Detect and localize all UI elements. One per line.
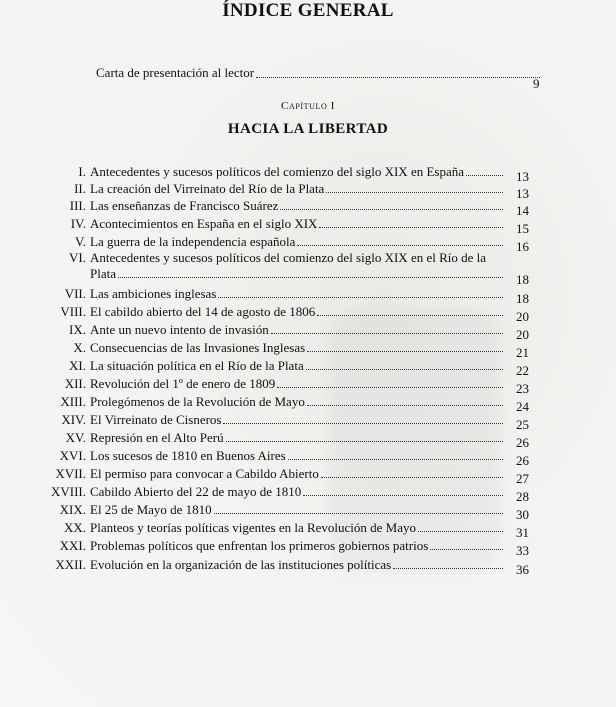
toc-entry-text	[90, 250, 505, 282]
dot-leader	[118, 277, 503, 278]
toc-entry-number: III.	[69, 198, 86, 213]
toc-entry-text: El cabildo abierto del 14 de agosto de 1806	[90, 304, 505, 320]
dot-leader	[226, 441, 503, 442]
toc-entry-number: XVI.	[59, 448, 86, 463]
toc-page-number: 13	[516, 169, 529, 184]
toc-entry-text-line: Antecedentes y sucesos políticos del comienzo del siglo XIX en el Río de la	[90, 250, 487, 265]
dot-leader	[223, 423, 503, 424]
toc-page-number: 18	[516, 272, 529, 287]
dot-leader	[256, 77, 540, 78]
toc-page-number: 26	[516, 435, 529, 450]
toc-page-number: 23	[516, 381, 529, 396]
toc-entry-text: Evolución en la organización de las instituciones políticas	[90, 557, 505, 573]
toc-entry-text: El 25 de Mayo de 1810	[90, 502, 505, 518]
dot-leader	[218, 297, 503, 298]
toc-page-number: 28	[516, 489, 529, 504]
dot-leader	[306, 369, 503, 370]
toc-page-number: 14	[516, 203, 529, 218]
toc-page-number: 30	[516, 507, 529, 522]
dot-leader	[319, 227, 503, 228]
toc-page-number: 9	[533, 76, 540, 91]
toc-entry-text: Acontecimientos en España en el siglo XIX	[90, 216, 505, 232]
toc-page-number: 15	[516, 221, 529, 236]
dot-leader	[307, 405, 503, 406]
toc-page-number: 21	[516, 345, 529, 360]
toc-entry-number: XVII.	[55, 466, 86, 481]
chapter-label: Capítulo I	[281, 100, 335, 112]
toc-entry-number: XXI.	[59, 538, 86, 553]
toc-entry-text: Problemas políticos que enfrentan los primeros gobiernos patrios	[90, 538, 505, 554]
dot-leader	[466, 175, 503, 176]
toc-entry-number: VII.	[64, 286, 86, 301]
toc-entry-text: El Virreinato de Cisneros	[90, 412, 505, 428]
toc-page-number: 27	[516, 471, 529, 486]
toc-entry-text: Los sucesos de 1810 en Buenos Aires	[90, 448, 505, 464]
dot-leader	[297, 245, 503, 246]
toc-entry-number: XIX.	[59, 502, 86, 517]
toc-entry-number: I.	[78, 164, 86, 179]
toc-entry-number: IX.	[69, 322, 86, 337]
toc-entry-text-line: Plata	[90, 266, 505, 282]
toc-page-number: 25	[516, 417, 529, 432]
toc-page-number: 13	[516, 186, 529, 201]
toc-entry-text: Las ambiciones inglesas	[90, 286, 505, 302]
dot-leader	[430, 549, 503, 550]
dot-leader	[303, 495, 503, 496]
toc-entry-number: IV.	[70, 216, 86, 231]
toc-entry-text: Antecedentes y sucesos políticos del comienzo del siglo XIX en España	[90, 164, 505, 180]
toc-entry-number: XX.	[63, 520, 86, 535]
toc-page-number: 33	[516, 543, 529, 558]
toc-entry-text: Revolución del 1º de enero de 1809	[90, 376, 505, 392]
dot-leader	[393, 568, 503, 569]
toc-entry-text: Ante un nuevo intento de invasión	[90, 322, 505, 338]
toc-page-number: 31	[516, 525, 529, 540]
toc-entry-text: La creación del Virreinato del Río de la Plata	[90, 181, 505, 197]
toc-entry-number: X.	[73, 340, 86, 355]
dot-leader	[307, 351, 503, 352]
dot-leader	[277, 387, 503, 388]
index-title: ÍNDICE GENERAL	[222, 0, 394, 21]
toc-page-number: 24	[516, 399, 529, 414]
toc-entry-number: VI.	[69, 250, 86, 265]
toc-page-number: 16	[516, 239, 529, 254]
dot-leader	[326, 192, 503, 193]
toc-page-number: 20	[516, 309, 529, 324]
toc-entry-text: El permiso para convocar a Cabildo Abierto	[90, 466, 505, 482]
toc-entry-number: XI.	[69, 358, 86, 373]
toc-page-number: 36	[516, 562, 529, 577]
toc-entry-text: Consecuencias de las Invasiones Inglesas	[90, 340, 505, 356]
toc-page-number: 20	[516, 327, 529, 342]
toc-entry-text: Cabildo Abierto del 22 de mayo de 1810	[90, 484, 505, 500]
toc-entry-text: La guerra de la independencia española	[90, 234, 505, 250]
toc-entry-number: VIII.	[60, 304, 86, 319]
dot-leader	[271, 333, 503, 334]
dot-leader	[280, 209, 503, 210]
toc-entry-number: XXII.	[55, 557, 86, 572]
dot-leader	[317, 315, 503, 316]
toc-entry-number: V.	[75, 234, 86, 249]
dot-leader	[321, 477, 503, 478]
toc-page-number: 18	[516, 291, 529, 306]
toc-entry-number: II.	[74, 181, 86, 196]
toc-entry-text: Planteos y teorías políticas vigentes en la Revolución de Mayo	[90, 520, 505, 536]
chapter-title: HACIA LA LIBERTAD	[227, 121, 389, 137]
toc-entry-number: XV.	[65, 430, 86, 445]
dot-leader	[418, 531, 503, 532]
toc-entry-text: Las enseñanzas de Francisco Suárez	[90, 198, 505, 214]
toc-page-number: 22	[516, 363, 529, 378]
toc-entry-number: XVIII.	[50, 484, 86, 499]
toc-entry-number: XIII.	[60, 394, 86, 409]
toc-entry-text: Carta de presentación al lector	[96, 65, 255, 80]
toc-entry-carta	[96, 64, 542, 91]
toc-entry-text: La situación política en el Río de la Plata	[90, 358, 505, 374]
toc-entry-number: XII.	[64, 376, 86, 391]
toc-entry-number: XIV.	[61, 412, 86, 427]
dot-leader	[288, 459, 503, 460]
toc-entry-text: Represión en el Alto Perú	[90, 430, 505, 446]
toc-page-number: 26	[516, 453, 529, 468]
toc-entry-text: Prolegómenos de la Revolución de Mayo	[90, 394, 505, 410]
dot-leader	[214, 513, 503, 514]
